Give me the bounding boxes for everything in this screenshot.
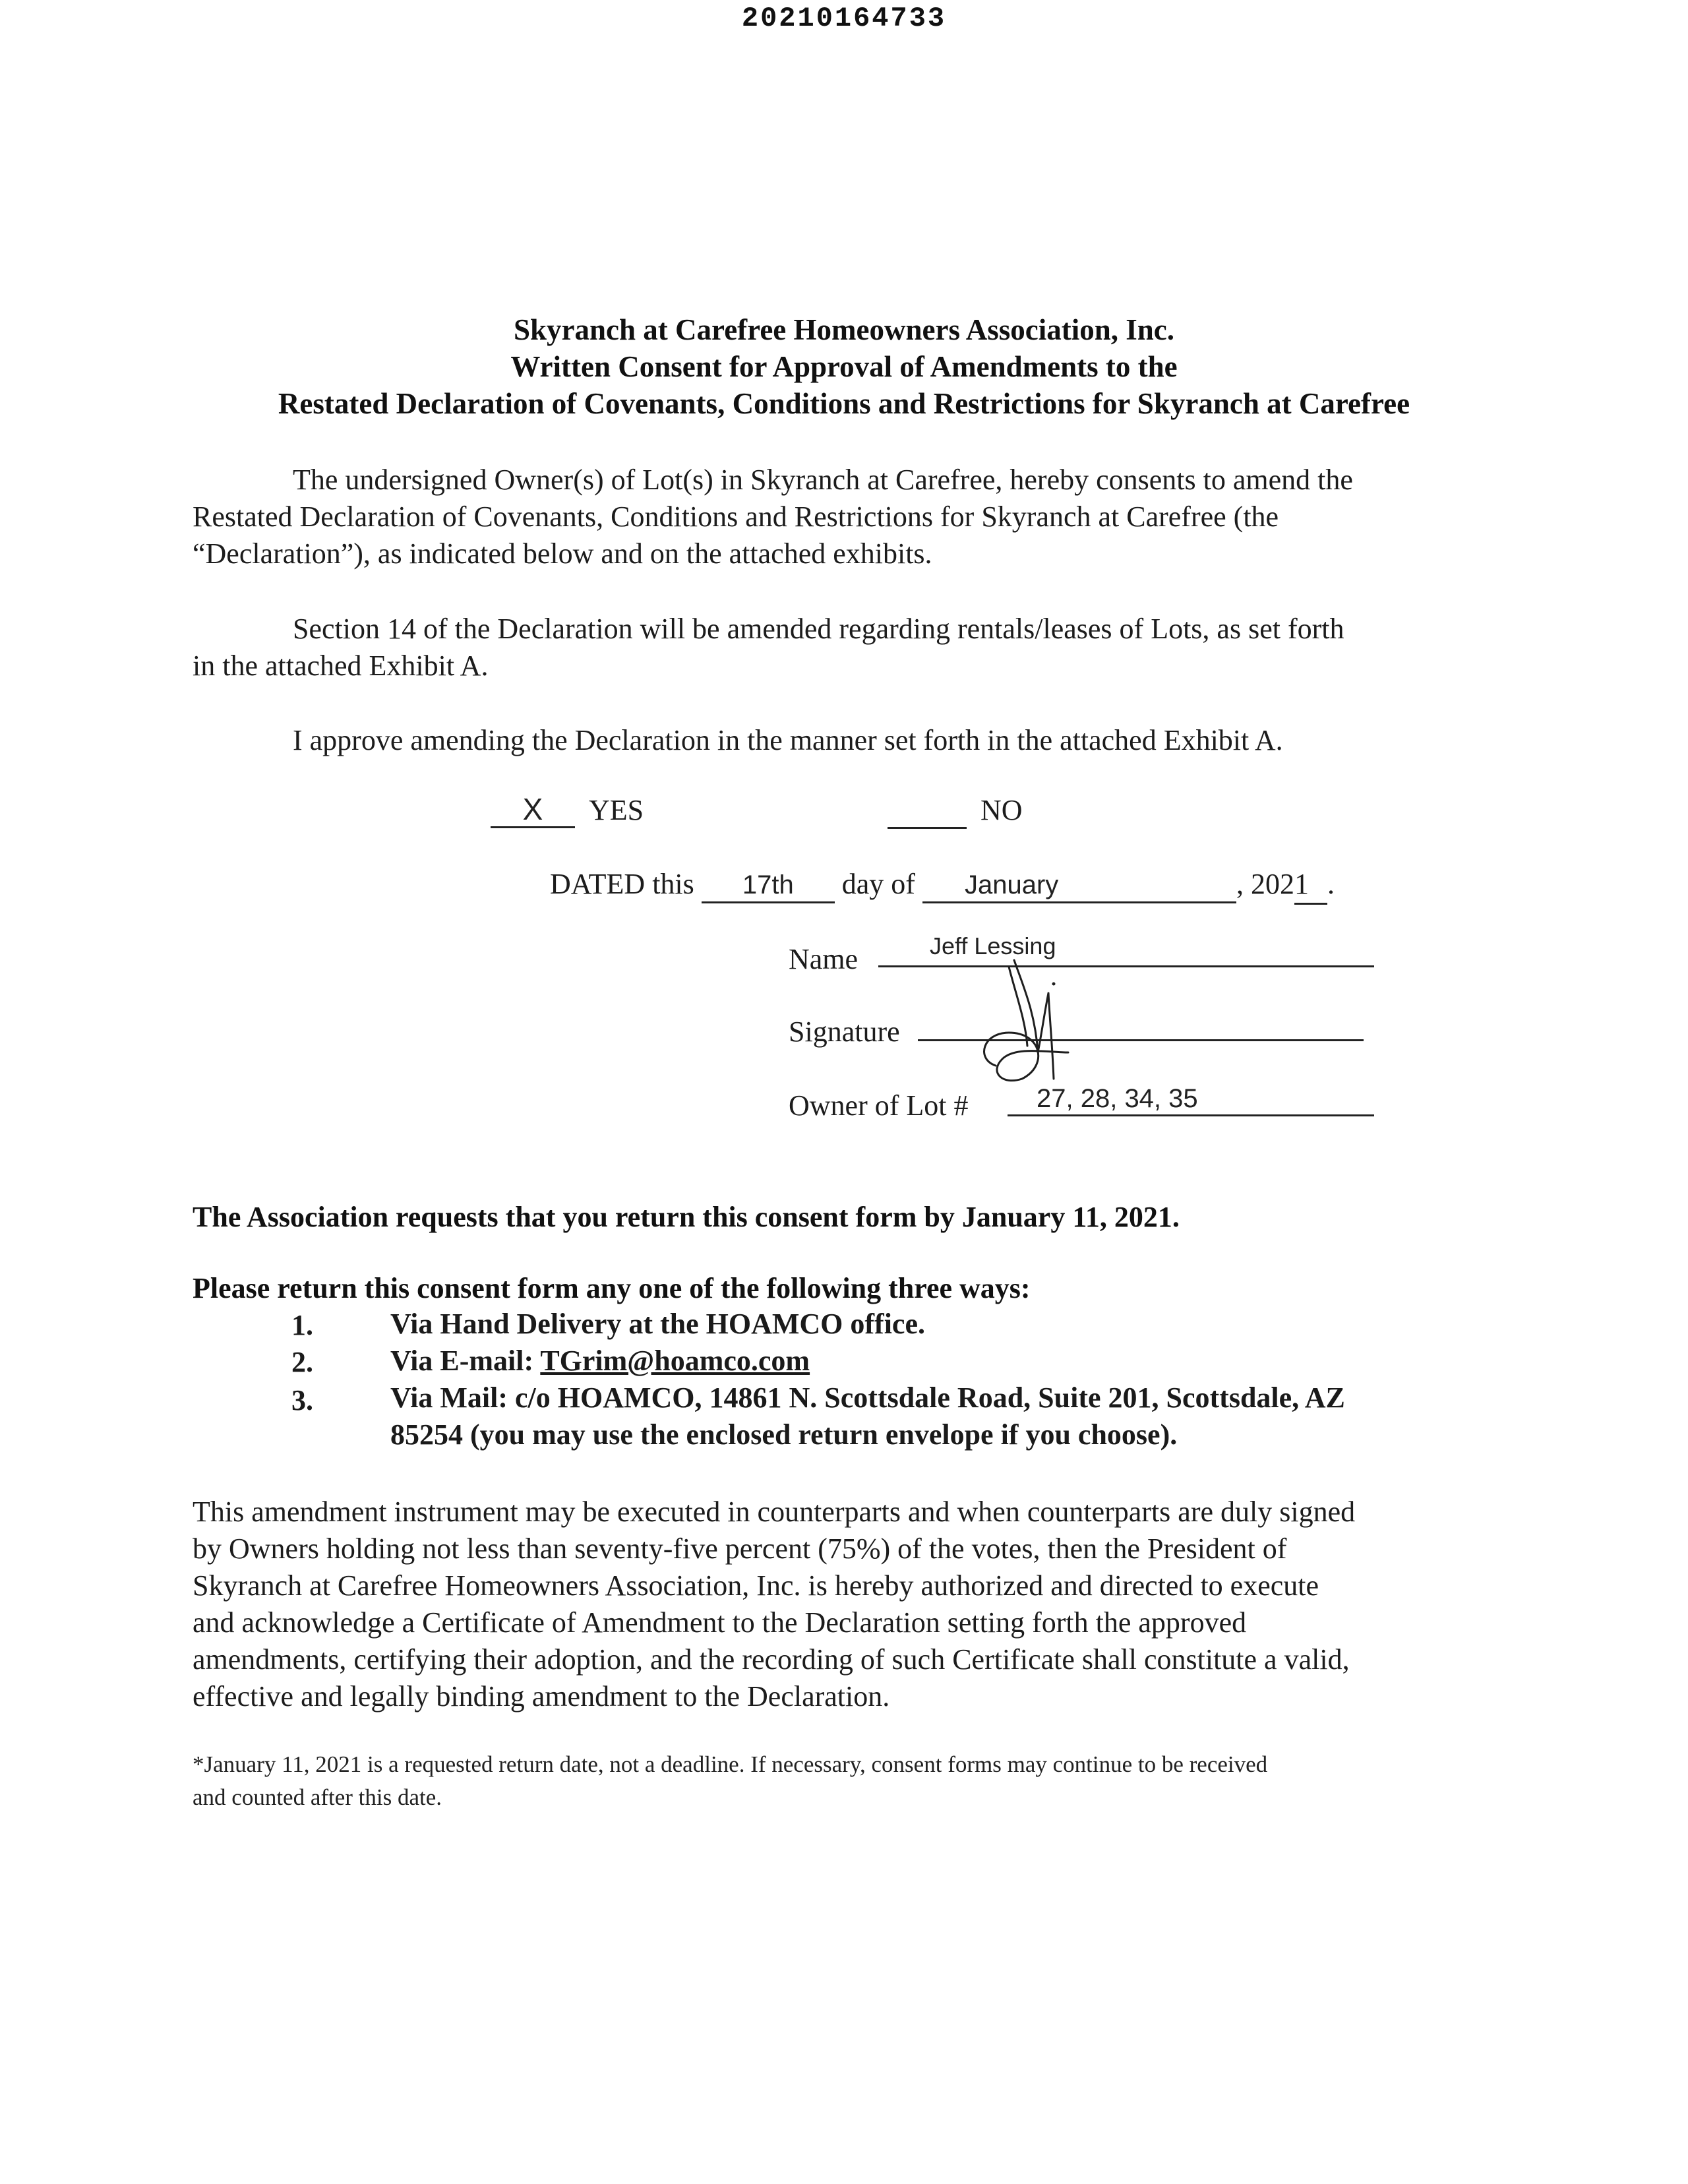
closing-line-2: by Owners holding not less than seventy-five percent (75%) of the votes, then the President of — [193, 1532, 1287, 1565]
consent-paragraph-line-1: The undersigned Owner(s) of Lot(s) in Skyranch at Carefree, hereby consents to amend the — [293, 464, 1353, 496]
footnote-line-1: *January 11, 2021 is a requested return date, not a deadline. If necessary, consent forms may continue to be received — [193, 1751, 1268, 1777]
no-mark[interactable] — [888, 794, 967, 829]
email-link[interactable]: TGrim@hoamco.com — [540, 1345, 810, 1377]
section-14-line-2: in the attached Exhibit A. — [193, 650, 489, 682]
yes-label: YES — [589, 794, 644, 826]
method-hand-delivery: Via Hand Delivery at the HOAMCO office. — [390, 1308, 925, 1340]
no-label: NO — [980, 794, 1023, 826]
closing-line-4: and acknowledge a Certificate of Amendment to the Declaration setting forth the approved — [193, 1606, 1247, 1639]
name-value: Jeff Lessing — [930, 932, 1056, 959]
dated-day-of: day of — [841, 868, 915, 900]
method-mail-line-2: 85254 (you may use the enclosed return envelope if you choose). — [390, 1418, 1178, 1451]
method-1-number: 1. — [291, 1309, 313, 1341]
document-number: 20210164733 — [741, 3, 947, 34]
dated-year-prefix: , 202 — [1236, 868, 1294, 900]
method-mail-line-1: Via Mail: c/o HOAMCO, 14861 N. Scottsdale Road, Suite 201, Scottsdale, AZ — [390, 1381, 1345, 1414]
closing-line-1: This amendment instrument may be executed in counterparts and when counterparts are duly signed — [193, 1496, 1356, 1528]
title-declaration: Restated Declaration of Covenants, Conditions and Restrictions for Skyranch at Carefree — [278, 387, 1410, 420]
lot-label: Owner of Lot # — [789, 1089, 969, 1122]
dated-month-field[interactable]: January — [922, 868, 1236, 903]
handwritten-signature — [969, 954, 1088, 1093]
closing-line-5: amendments, certifying their adoption, and the recording of such Certificate shall constitute a valid, — [193, 1643, 1350, 1676]
dated-line — [550, 865, 1335, 905]
email-prefix: Via E-mail: — [390, 1345, 541, 1377]
lot-field-line[interactable] — [1008, 1114, 1374, 1116]
approval-statement: I approve amending the Declaration in the manner set forth in the attached Exhibit A. — [293, 724, 1283, 756]
yes-mark[interactable]: X — [491, 792, 575, 828]
vote-no[interactable] — [888, 791, 1023, 829]
dated-day-field[interactable]: 17th — [702, 868, 835, 903]
dated-year-field[interactable]: 1 — [1294, 865, 1327, 905]
return-request: The Association requests that you return this consent form by January 11, 2021. — [193, 1201, 1180, 1233]
closing-line-3: Skyranch at Carefree Homeowners Association, Inc. is hereby authorized and directed to execute — [193, 1569, 1319, 1602]
method-email — [390, 1343, 810, 1380]
consent-paragraph-line-2: Restated Declaration of Covenants, Conditions and Restrictions for Skyranch at Carefree (the — [193, 501, 1279, 533]
vote-yes[interactable] — [491, 791, 644, 829]
method-3-number: 3. — [291, 1384, 313, 1416]
title-consent: Written Consent for Approval of Amendments to the — [510, 350, 1178, 383]
dated-prefix: DATED this — [550, 868, 694, 900]
consent-paragraph-line-3: “Declaration”), as indicated below and on the attached exhibits. — [193, 537, 932, 570]
return-methods-heading: Please return this consent form any one of the following three ways: — [193, 1272, 1031, 1304]
lot-value: 27, 28, 34, 35 — [1037, 1084, 1198, 1113]
name-field-line[interactable] — [878, 965, 1374, 967]
name-label: Name — [789, 943, 859, 975]
dated-end: . — [1327, 868, 1335, 900]
signature-label: Signature — [789, 1016, 900, 1048]
footnote-line-2: and counted after this date. — [193, 1784, 442, 1810]
closing-line-6: effective and legally binding amendment to the Declaration. — [193, 1680, 890, 1713]
title-association: Skyranch at Carefree Homeowners Association, Inc. — [514, 313, 1174, 346]
section-14-line-1: Section 14 of the Declaration will be amended regarding rentals/leases of Lots, as set forth — [293, 613, 1344, 645]
method-2-number: 2. — [291, 1346, 313, 1378]
